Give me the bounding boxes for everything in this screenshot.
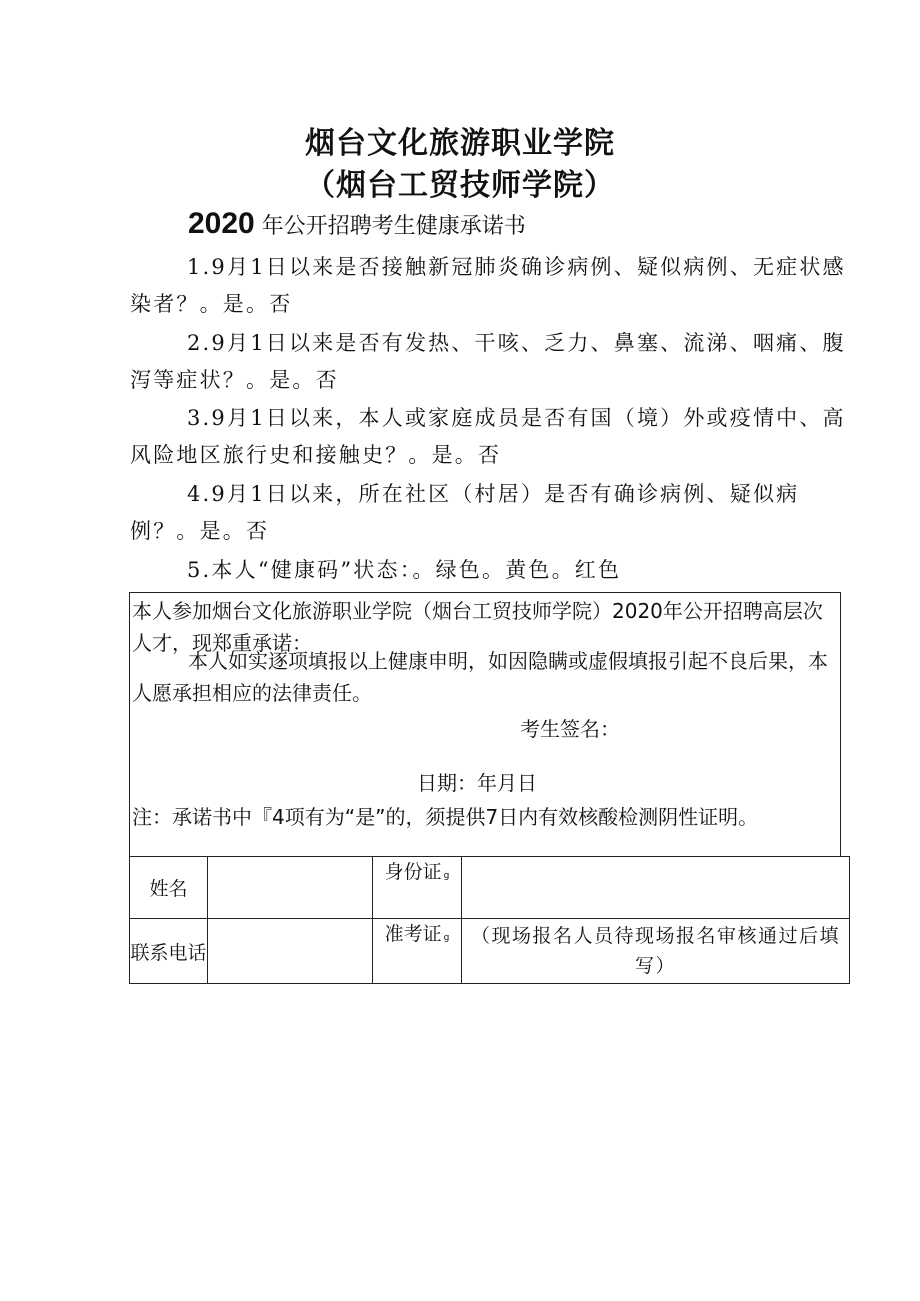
title-line-2: （烟台工贸技师学院）	[305, 168, 615, 203]
exam-label-cell	[373, 919, 462, 984]
exam-label: 准考证	[384, 923, 442, 945]
question-1: 1.9月1日以来是否接触新冠肺炎确诊病例、疑似病例、无症状感染者？。是。否	[130, 255, 846, 316]
pledge-note: 注：承诺书中『4项有为“是”的，须提供7日内有效核酸检测阴性证明。	[132, 805, 759, 829]
phone-label: 联系电话	[130, 919, 208, 984]
id-field[interactable]	[462, 857, 850, 919]
id-label: 身份证	[384, 861, 442, 883]
phone-field[interactable]	[208, 919, 373, 984]
exam-note: （现场报名人员待现场报名审核通过后填写）	[462, 919, 850, 984]
subtitle	[188, 207, 526, 241]
signature-label: 考生签名：	[520, 717, 620, 741]
exam-label-suffix: g	[443, 933, 450, 943]
id-label-cell	[373, 857, 462, 919]
name-label: 姓名	[130, 857, 208, 919]
title-line-1: 烟台文化旅游职业学院	[305, 126, 615, 161]
subtitle-text: 年公开招聘考生健康承诺书	[261, 214, 526, 239]
subtitle-year: 2020	[188, 207, 255, 240]
table-row	[130, 919, 850, 984]
question-2: 2.9月1日以来是否有发热、干咳、乏力、鼻塞、流涕、咽痛、腹泻等症状？。是。否	[130, 331, 846, 392]
pledge-statement: 本人如实逐项填报以上健康申明，如因隐瞒或虚假填报引起不良后果，本人愿承担相应的法律责任。	[132, 649, 828, 705]
info-table	[129, 856, 850, 984]
question-5: 5.本人“健康码”状态：。绿色。黄色。红色	[187, 558, 622, 582]
date-label: 日期：年月日	[417, 771, 537, 795]
name-field[interactable]	[208, 857, 373, 919]
id-label-suffix: g	[443, 871, 450, 881]
question-3: 3.9月1日以来，本人或家庭成员是否有国（境）外或疫情中、高风险地区旅行史和接触史？。是。否	[130, 406, 846, 467]
question-4: 4.9月1日以来，所在社区（村居）是否有确诊病例、疑似病例？。是。否	[130, 482, 800, 543]
pledge-intro: 本人参加烟台文化旅游职业学院（烟台工贸技师学院）2020年公开招聘高层次人才，现郑重承诺：	[132, 599, 823, 655]
pledge-box	[129, 592, 841, 857]
table-row	[130, 857, 850, 919]
